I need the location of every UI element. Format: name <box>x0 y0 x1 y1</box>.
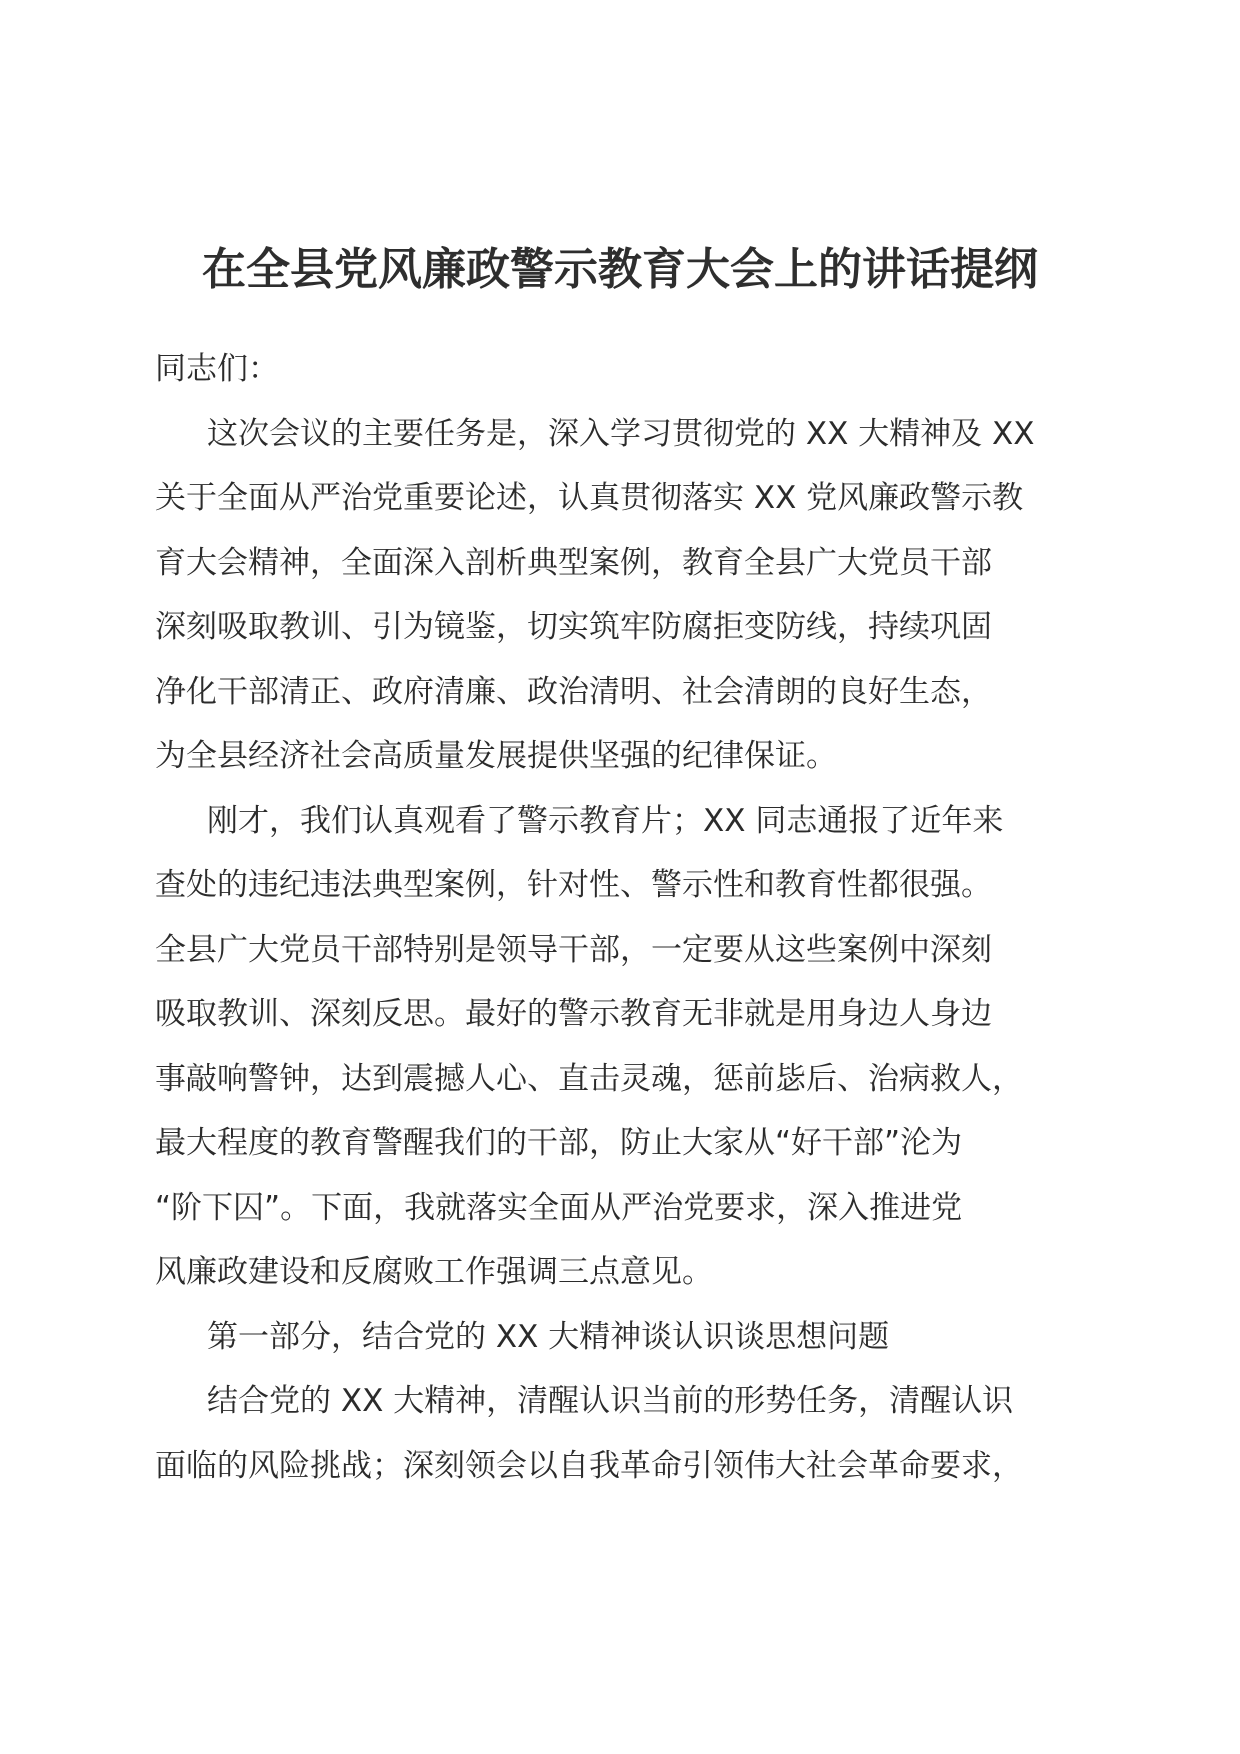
body-line: 为全县经济社会高质量发展提供坚强的纪律保证。 <box>155 738 837 774</box>
body-line: 这次会议的主要任务是，深入学习贯彻党的 XX 大精神及 XX <box>207 415 1035 452</box>
body-line: 结合党的 XX 大精神，清醒认识当前的形势任务，清醒认识 <box>207 1383 1014 1419</box>
body-line: 全县广大党员干部特别是领导干部，一定要从这些案例中深刻 <box>155 931 992 968</box>
body-line: 吸取教训、深刻反思。最好的警示教育无非就是用身边人身边 <box>155 996 992 1032</box>
body-line: 查处的违纪违法典型案例，针对性、警示性和教育性都很强。 <box>155 867 992 903</box>
body-line: 事敲响警钟，达到震撼人心、直击灵魂，惩前毖后、治病救人， <box>155 1060 1023 1097</box>
body-line: 育大会精神，全面深入剖析典型案例，教育全县广大党员干部 <box>155 544 992 581</box>
body-line: 风廉政建设和反腐败工作强调三点意见。 <box>155 1254 713 1290</box>
section-heading-line: 第一部分，结合党的 XX 大精神谈认识谈思想问题 <box>207 1318 890 1355</box>
body-line: 刚才，我们认真观看了警示教育片；XX 同志通报了近年来 <box>207 802 1004 839</box>
salutation: 同志们： <box>155 351 279 387</box>
body-line: 面临的风险挑战；深刻领会以自我革命引领伟大社会革命要求， <box>155 1447 1023 1484</box>
body-line: “阶下囚”。下面，我就落实全面从严治党要求，深入推进党 <box>155 1189 963 1226</box>
body-line: 最大程度的教育警醒我们的干部，防止大家从“好干部”沦为 <box>155 1125 963 1161</box>
document-body <box>155 337 1095 1498</box>
body-line: 关于全面从严治党重要论述，认真贯彻落实 XX 党风廉政警示教 <box>155 480 1024 516</box>
body-line: 深刻吸取教训、引为镜鉴，切实筑牢防腐拒变防线，持续巩固 <box>155 609 992 645</box>
document-title: 在全县党风廉政警示教育大会上的讲话提纲 <box>202 244 1038 295</box>
body-line: 净化干部清正、政府清廉、政治清明、社会清朗的良好生态， <box>155 673 992 710</box>
